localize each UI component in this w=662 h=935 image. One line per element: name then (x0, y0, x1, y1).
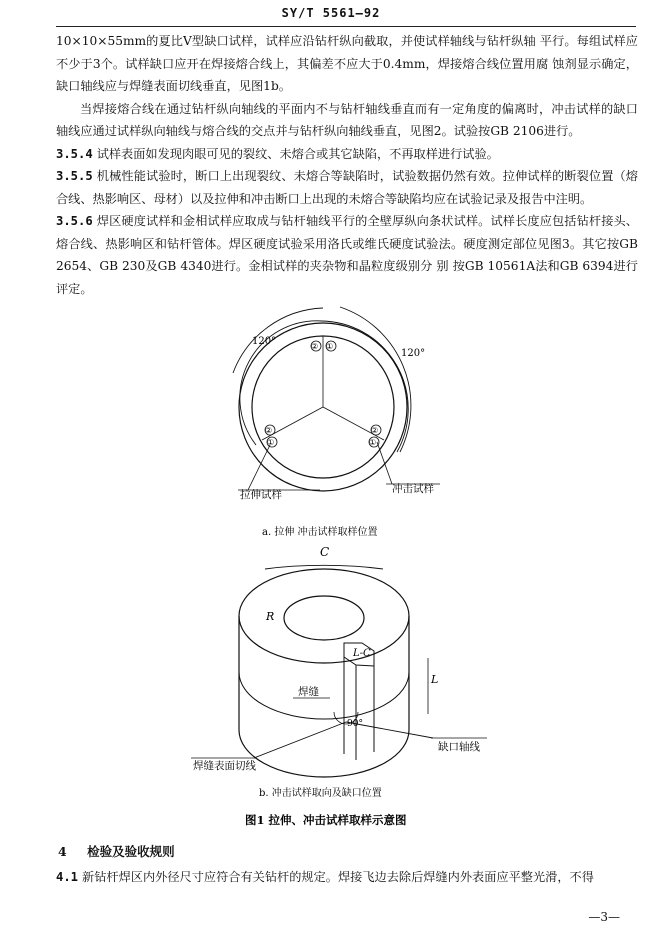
clause-text: 机械性能试验时，断口上出现裂纹、未熔合等缺陷时，试验数据仍然有效。拉伸试样的断裂位置（熔合线、热影响区、母材）以及拉伸和冲击断口上出现的未熔合等缺陷均应在试验记录及报告中注明。 (56, 169, 638, 206)
cylinder-top-outer (239, 569, 409, 663)
section-number: 4 (58, 844, 67, 859)
clause-text: 新钻杆焊区内外径尺寸应符合有关钻杆的规定。焊接飞边去除后焊缝内外表面应平整光滑，不得 (82, 870, 594, 884)
section-title: 检验及验收规则 (87, 844, 175, 859)
label-90-degrees: 90° (347, 719, 363, 729)
clause-text: 试样表面如发现肉眼可见的裂纹、未熔合或其它缺陷，不再取样进行试验。 (96, 146, 499, 161)
label-weld-surface-tangent: 焊缝表面切线 (193, 760, 256, 772)
page-header: SY/T 5561—92 (281, 6, 381, 20)
label-l: L (431, 673, 439, 686)
marker-1-top: ① (326, 342, 334, 351)
label-angle-right: 120° (401, 348, 426, 359)
clause-number: 3.5.6 (56, 214, 93, 228)
marker-2-left: ② (265, 426, 273, 435)
label-impact-specimen: 冲击试样 (392, 483, 434, 495)
figure-caption: 图1 拉伸、冲击试样取样示意图 (245, 813, 407, 827)
page-number: —3— (588, 910, 620, 924)
cylinder-top-inner (284, 596, 364, 640)
clause-4-1 (56, 866, 638, 889)
label-notch-axis: 缺口轴线 (438, 741, 480, 753)
label-tensile-specimen: 拉伸试样 (240, 489, 282, 501)
caption-a: a. 拉伸 冲击试样取样位置 (262, 527, 378, 538)
clause-text: 焊区硬度试样和金相试样应取成与钻杆轴线平行的全壁厚纵向条状试样。试样长度应包括钻杆接头、熔合线、热影响区和钻杆管体。焊区硬度试验采用洛氏或维氏硬度试验法。硬度测定部位见图3。其它按GB 2654、GB 230及GB 4340进行。金相试样的夹杂物和晶粒度级别分 别 按GB 10561A法和GB 6394进行评定。 (56, 214, 638, 296)
marker-2-right: ② (371, 426, 379, 435)
label-r: R (266, 610, 275, 623)
tangent-line (254, 722, 346, 758)
paragraph-offset-fusion-line: 当焊接熔合线在通过钻杆纵向轴线的平面内不与钻杆轴线垂直而有一定角度的偏离时，冲击试样的缺口轴线应通过试样纵向轴线与熔合线的交点并与钻杆纵向轴线垂直，见图2。试验按GB 2106进行。 (56, 101, 638, 138)
clause-number: 4.1 (56, 870, 79, 884)
leader-impact (377, 442, 392, 484)
clause-number: 3.5.5 (56, 169, 93, 183)
label-l-c: L-C (353, 648, 371, 659)
caption-b: b. 冲击试样取向及缺口位置 (259, 788, 382, 799)
weld-line (239, 672, 409, 719)
clause-number: 3.5.4 (56, 146, 93, 161)
marker-1-left: ① (267, 438, 275, 447)
marker-1-right: ① (369, 438, 377, 447)
section-heading (58, 842, 175, 860)
angle-arc-right (322, 321, 408, 452)
paragraph-specimen: 10×10×55mm的夏比V型缺口试样，试样应沿钻杆纵向截取，并使试样轴线与钻杆纵轴 平行。每组试样应不少于3个。试样缺口应开在焊接熔合线上，其偏差不应大于0.4mm，焊接熔合线位置用腐 蚀剂显示确定，缺口轴线应与焊缝表面切线垂直，见图1b。 (56, 34, 638, 93)
label-c: C (320, 545, 330, 559)
marker-2-top: ② (311, 342, 319, 351)
label-angle-left: 120° (252, 336, 277, 347)
label-weld: 焊缝 (298, 686, 319, 698)
arc-120-left (233, 308, 323, 373)
